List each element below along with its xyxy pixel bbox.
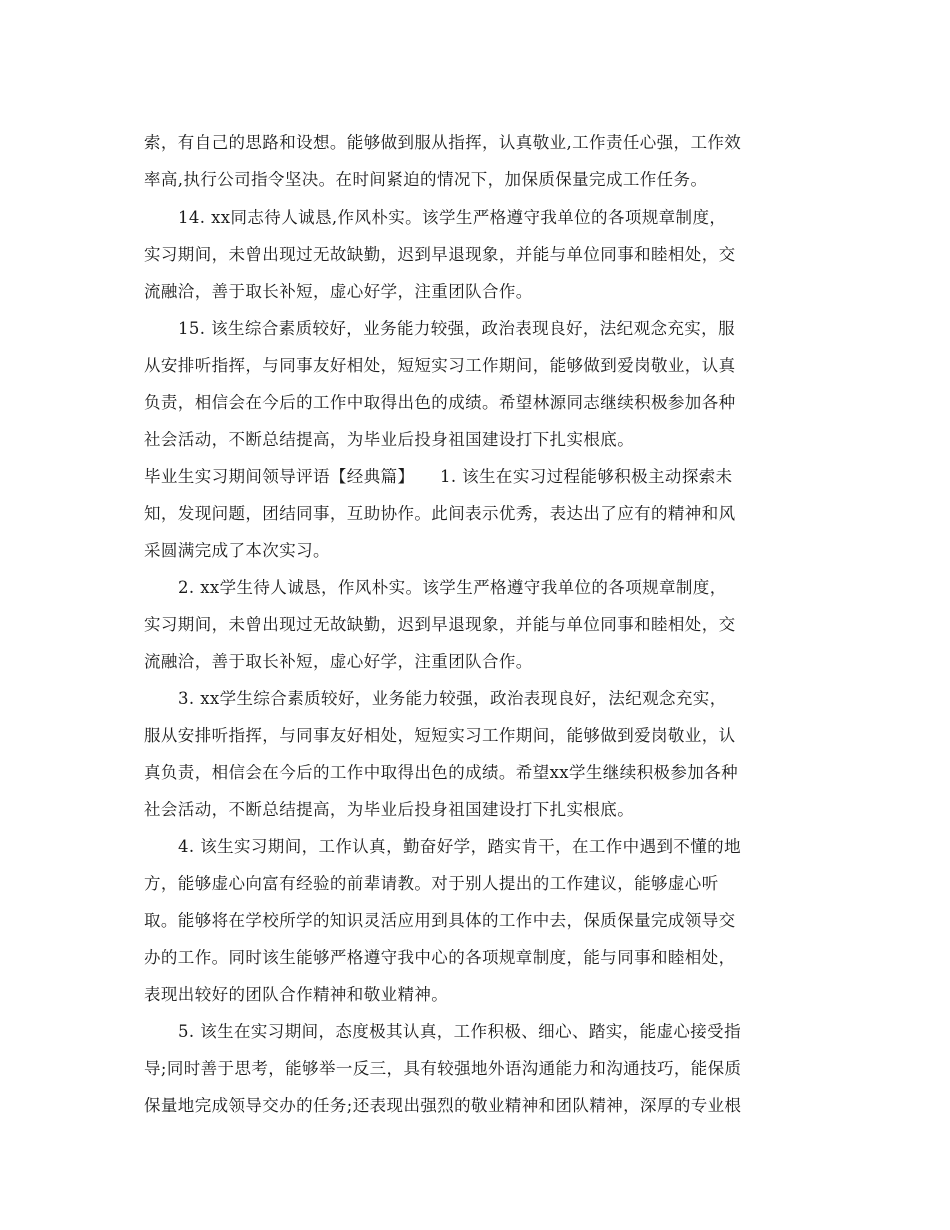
text-line: 实习期间，未曾出现过无故缺勤，迟到早退现象，并能与单位同事和睦相处，交: [144, 245, 736, 264]
paragraph-3-start: 3. xx学生综合素质较好，业务能力较强，政治表现良好，法纪观念充实，: [178, 689, 727, 708]
text-line: 办的工作。同时该生能够严格遵守我中心的各项规章制度，能与同事和睦相处，: [144, 948, 736, 967]
paragraph-14-start: 14. xx同志待人诚恳,作风朴实。该学生严格遵守我单位的各项规章制度，: [178, 208, 727, 227]
text-line: 知，发现问题，团结同事，互助协作。此间表示优秀，表达出了应有的精神和风: [144, 504, 736, 523]
text-line: 导;同时善于思考，能够举一反三，具有较强地外语沟通能力和沟通技巧，能保质: [144, 1059, 742, 1078]
text-line: 保量地完成领导交办的任务;还表现出强烈的敬业精神和团队精神，深厚的专业根: [144, 1096, 742, 1115]
paragraph-4-start: 4. 该生实习期间，工作认真，勤奋好学，踏实肯干，在工作中遇到不懂的地: [178, 837, 741, 856]
text-line: 采圆满完成了本次实习。: [144, 541, 330, 560]
text-line: 表现出较好的团队合作精神和敬业精神。: [144, 985, 449, 1004]
text-line: 流融洽，善于取长补短，虚心好学，注重团队合作。: [144, 282, 533, 301]
text-line: 社会活动，不断总结提高，为毕业后投身祖国建设打下扎实根底。: [144, 800, 635, 819]
paragraph-2-start: 2. xx学生待人诚恳，作风朴实。该学生严格遵守我单位的各项规章制度，: [178, 578, 727, 597]
text-line: 从安排听指挥，与同事友好相处，短短实习工作期间，能够做到爱岗敬业，认真: [144, 356, 736, 375]
text-line: 方，能够虚心向富有经验的前辈请教。对于别人提出的工作建议，能够虚心听: [144, 874, 719, 893]
text-line: 真负责，相信会在今后的工作中取得出色的成绩。希望xx学生继续积极参加各种: [144, 763, 739, 782]
text-line: 服从安排听指挥，与同事友好相处，短短实习工作期间，能够做到爱岗敬业，认: [144, 726, 736, 745]
text-line: 率高,执行公司指令坚决。在时间紧迫的情况下，加保质保量完成工作任务。: [144, 170, 708, 189]
paragraph-5-start: 5. 该生在实习期间，态度极其认真，工作积极、细心、踏实，能虚心接受指: [178, 1022, 741, 1041]
text-line: 取。能够将在学校所学的知识灵活应用到具体的工作中去，保质保量完成领导交: [144, 911, 736, 930]
text-line: 索，有自己的思路和设想。能够做到服从指挥，认真敬业,工作责任心强，工作效: [144, 133, 742, 152]
text-line: 负责，相信会在今后的工作中取得出色的成绩。希望林源同志继续积极参加各种: [144, 393, 736, 412]
text-line: 流融洽，善于取长补短，虚心好学，注重团队合作。: [144, 652, 533, 671]
section-heading-line: 毕业生实习期间领导评语【经典篇】 1. 该生在实习过程能够积极主动探索未: [144, 467, 733, 486]
text-line: 社会活动，不断总结提高，为毕业后投身祖国建设打下扎实根底。: [144, 430, 635, 449]
text-line: 实习期间，未曾出现过无故缺勤，迟到早退现象，并能与单位同事和睦相处，交: [144, 615, 736, 634]
paragraph-15-start: 15. 该生综合素质较好，业务能力较强，政治表现良好，法纪观念充实，服: [178, 319, 735, 338]
